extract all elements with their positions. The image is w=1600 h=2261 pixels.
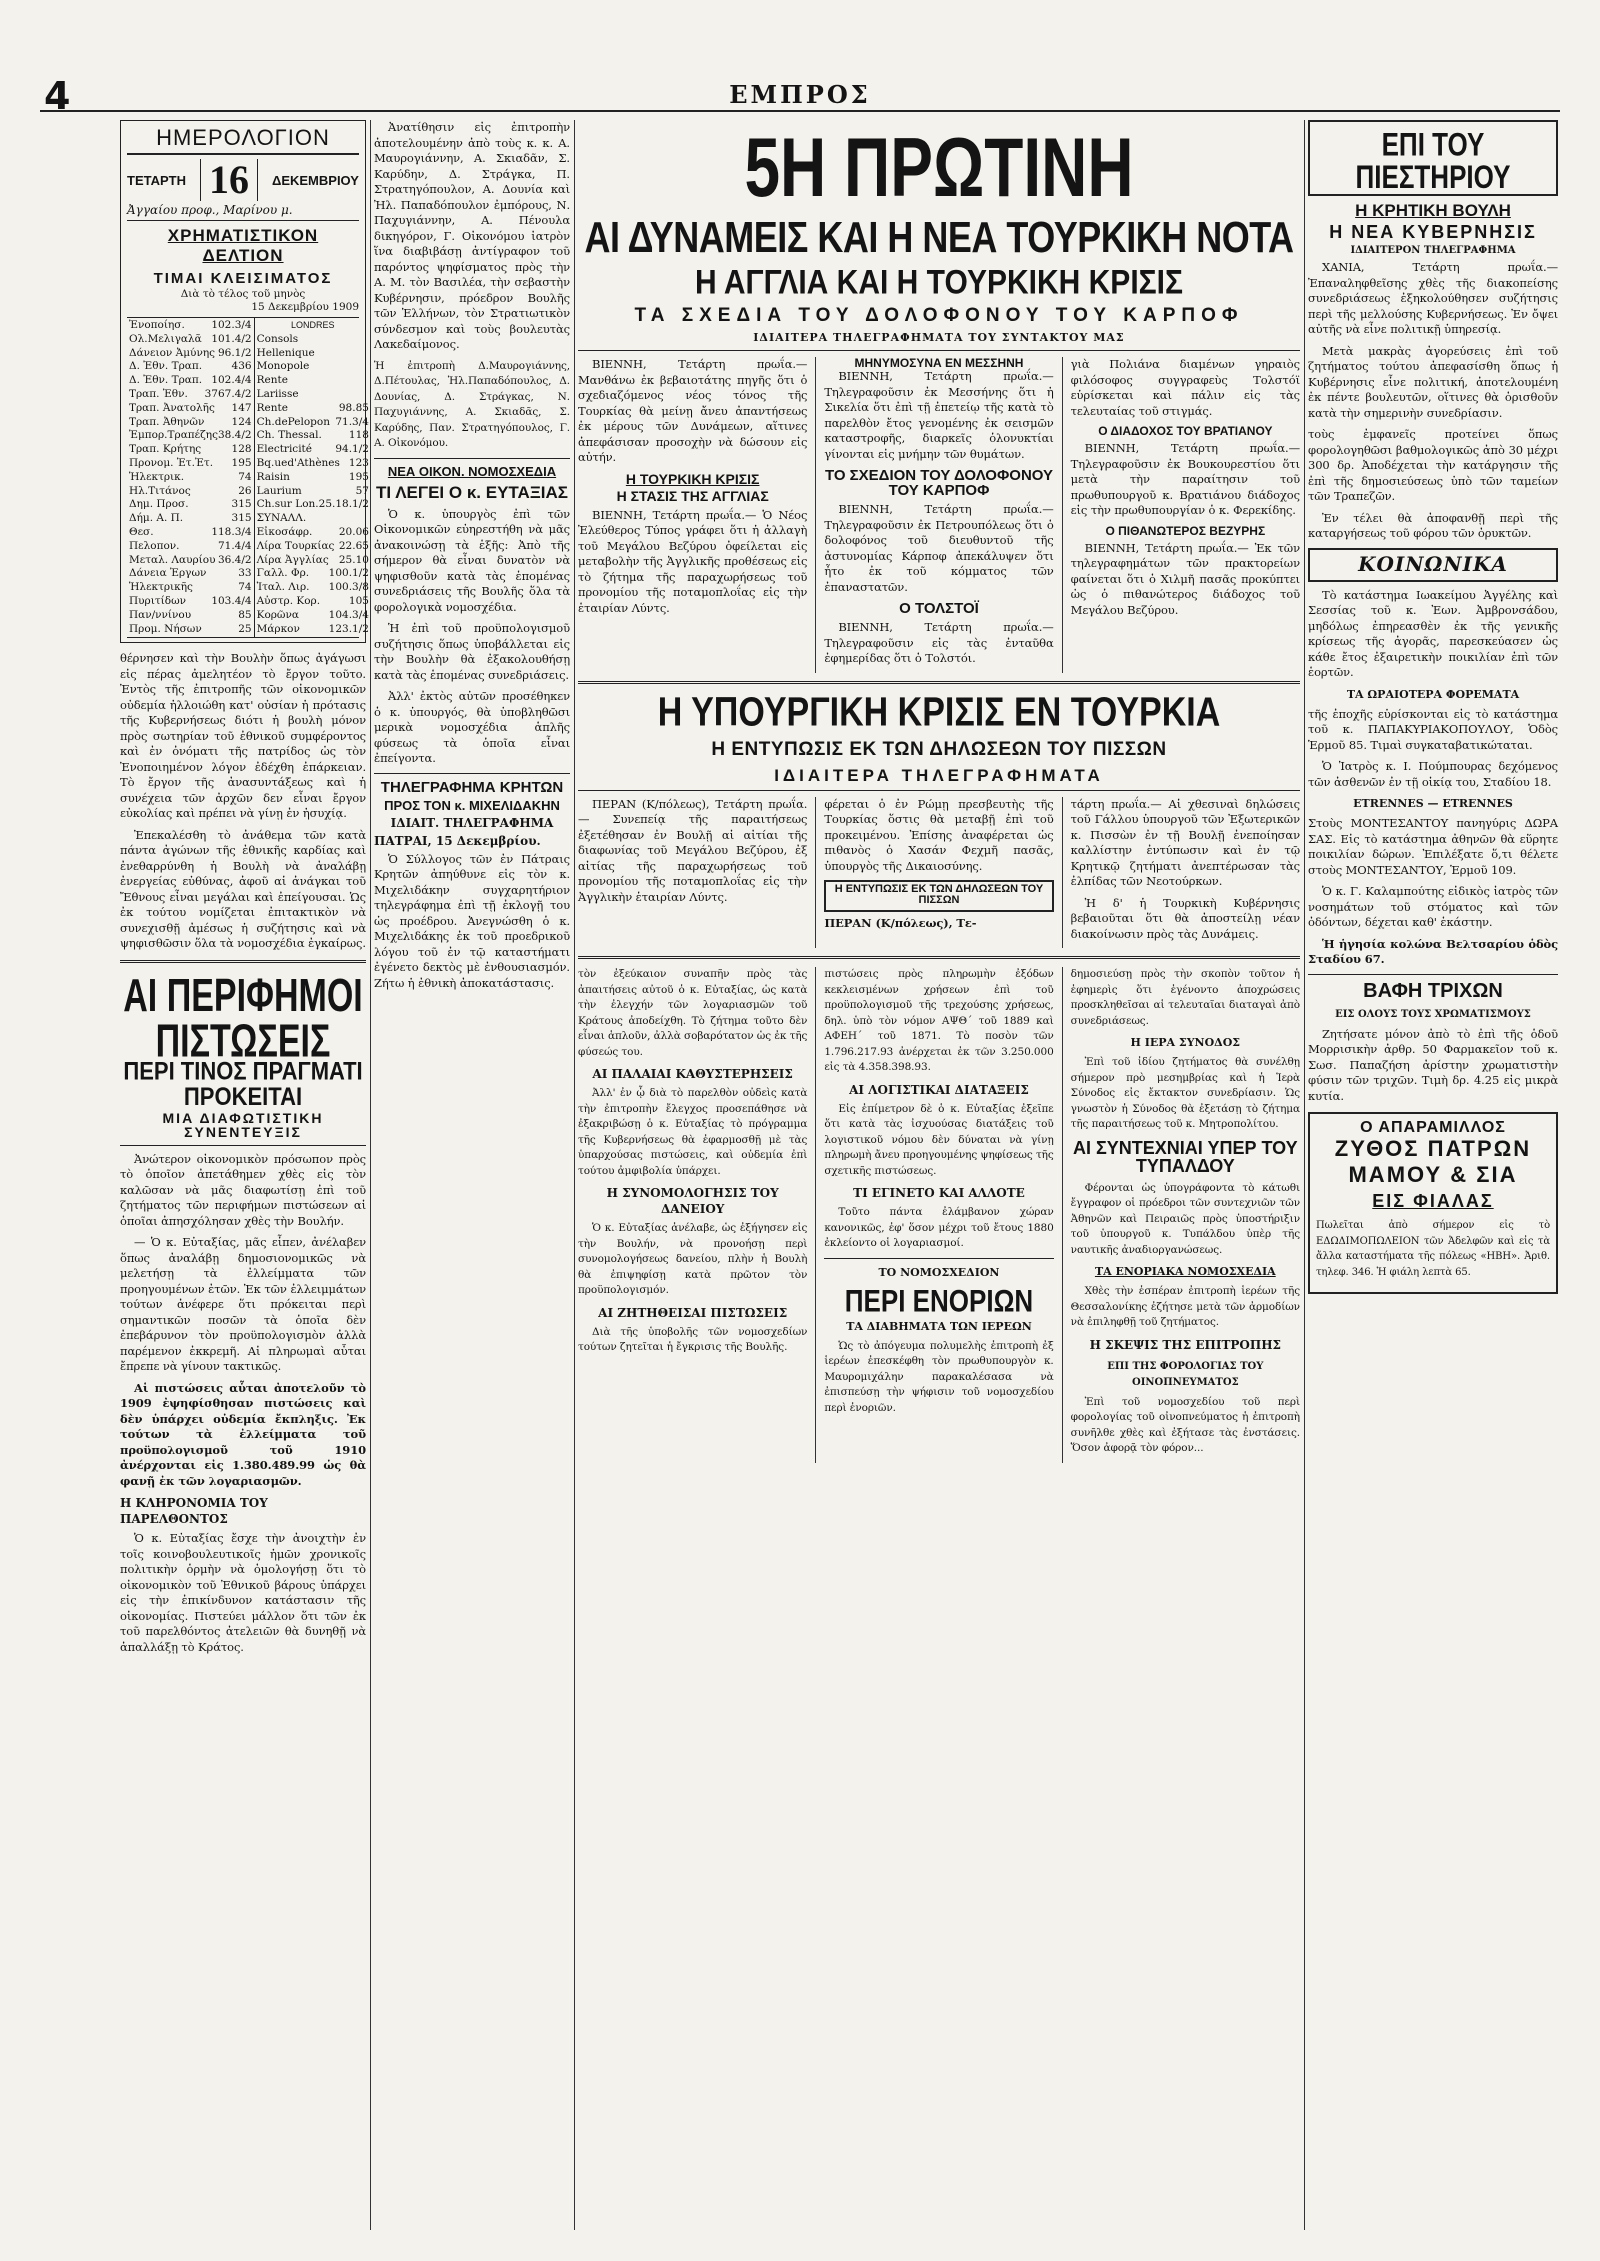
quote-name: Monopole xyxy=(256,360,310,373)
column-2 xyxy=(374,120,570,997)
quote-row xyxy=(129,581,252,595)
quote-row xyxy=(257,485,369,499)
headline-agglia: Η ΑΓΓΛΙΑ ΚΑΙ Η ΤΟΥΡΚΙΚΗ ΚΡΙΣΙΣ xyxy=(694,263,1183,302)
quote-row xyxy=(257,595,369,609)
quote-value: 147 xyxy=(231,401,252,414)
article-paragraph: Ζητήσατε μόνον ἀπὸ τὸ ἐπὶ τῆς ὁδοῦ Μορρισικὴν ἀρθρ. 50 Φαρμακεῖον τοῦ κ. Σωσ. Παπαζήση ἀρίστην χρωματιστὴν φύσιν τῶν τριχῶν. Τιμὴ δρ. 4.25 εἰς μικρὰ κυτία. xyxy=(1308,1026,1558,1103)
headline-entyposis: Η ΕΝΤΥΠΩΣΙΣ ΕΚ ΤΩΝ ΔΗΛΩΣΕΩΝ ΤΟΥ ΠΙΣΣΩΝ xyxy=(711,738,1167,760)
quote-name: Εἰκοσάφρ. xyxy=(256,525,313,538)
article-paragraph: Ἀλλ' ἐν ᾧ διὰ τὸ παρελθὸν οὐδεὶς κατὰ τὴν ἐπιτροπὴν ἔλεγχος προσεπάθησε νὰ ἐξακριβώσῃ ὁ κ. Εὐταξίας τὸ πρόγραμμα τῆς Κυβερνήσεως θὰ ἐφαρμοσθῇ μὲ τὰς ὑπαρχούσας πιστώσεις, καὶ οὐδεμία ἐπὶ τούτου ἀμφιβολία ὑπάρχει. xyxy=(578,1087,808,1177)
quote-name: Δήμ. Α. Π. xyxy=(129,512,184,525)
quote-name: Τραπ. Ἐθν. xyxy=(129,387,188,400)
quote-row xyxy=(257,457,369,471)
box-piestirio xyxy=(1308,120,1558,196)
article-paragraph: τῆς ἐποχῆς εὑρίσκονται εἰς τὸ κατάστημα τοῦ κ. ΠΑΠΑΚΥΡΙΑΚΟΠΟΥΛΟΥ, Ὁδὸς Ἑρμοῦ 85. Τιμαὶ συγκαταβατικώταται. xyxy=(1308,706,1558,752)
article-paragraph: ΧΑΝΙΑ, Τετάρτη πρωΐα.— Ἐπαναληφθεῖσης χθὲς τῆς διακοπείσης συνεδριάσεως ἐξηκολούθησεν συζήτησις περὶ τῆς μελλούσης Κυβερνήσεως. Ἐν ὄψει αὐτῆς νὰ εἶνε πολιτικῇ ὑπηρεσίᾳ. xyxy=(1308,260,1558,336)
quote-name: Consols xyxy=(256,332,299,345)
quote-name: Τραπ. Κρήτης xyxy=(129,443,202,456)
article-paragraph: Ἐπὶ τοῦ ἰδίου ζητήματος θὰ συνέλθῃ σήμερον πρὸ μεσημβρίας καὶ ἡ Ἱερὰ Σύνοδος εἰς ἔκτακτον συνεδρίασιν. Ὡς γνωστὸν ἡ Σύνοδος θὰ ἐξετάσῃ τὸ ζήτημα τῆς παραιτήσεως τοῦ κ. Μητροπολίτου. xyxy=(1070,1056,1300,1130)
quote-row xyxy=(257,360,369,374)
column-6 xyxy=(1308,120,1558,1294)
quote-row xyxy=(257,623,369,637)
article-paragraph: Ὁ κ. Εὐταξίας ἀνέλαβε, ὡς ἐξήγησεν εἰς τὴν Βουλήν, νὰ προνοήσῃ περὶ συνομολογήσεως δανείου, πλὴν ἡ Βουλὴ θὰ ἐπιψηφίσῃ κατὰ πρῶτον τὸν προϋπολογισμόν. xyxy=(578,1222,808,1296)
quotes-right xyxy=(254,318,371,637)
ad-text: Πωλεῖται ἀπὸ σήμερον εἰς τὸ ΕΔΩΔΙΜΟΠΩΛΕΙΟΝ τῶν Ἀδελφῶν καὶ εἰς τὰ ἄλλα καταστήματα τῆς πόλεως «ΗΒΗ». Ἀριθ. τηλεφ. 346. Ἡ φιάλη λεπτὰ 65. xyxy=(1316,1220,1550,1278)
quote-value: 105 xyxy=(348,594,369,607)
article-paragraph: Φέρονται ὡς ὑπογράφοντα τὸ κάτωθι ἔγγραφον οἱ πρόεδροι τῶν συντεχνιῶν τῶν Ἀθηνῶν καὶ Πειραιῶς πρὸς ὑποστήριξιν τοῦ ὑπουργοῦ κ. Τυπάλδου ὑπὲρ τῆς ναυτικῆς ἀναδιοργανώσεως. xyxy=(1070,1181,1300,1256)
heading-diavimata: ΤΑ ΔΙΑΒΗΜΑΤΑ ΤΩΝ ΙΕΡΕΩΝ xyxy=(846,1319,1032,1333)
article-paragraph: ΒΙΕΝΝΗ, Τετάρτη πρωΐα.— Τηλεγραφοῦσιν εἰς τὰς ἐνταῦθα ἐφημερίδας ὅτι ὁ Τολστόι. xyxy=(824,620,1054,665)
center-col-a xyxy=(578,357,807,673)
article-paragraph: Ὁ κ. Εὐταξίας ἔσχε τὴν ἀνοιχτὴν ἐν τοῖς κοινοβουλευτικοῖς ἡμῶν χρονικοῖς πολιτικὴν ὁρμὴν νὰ ὁμολογήσῃ ὅτι τὸ οἰκονομικὸν τοῦ Ἐθνικοῦ βάρους ὑπάρχει εἰς τὴν ἐπικίνδυνον κατάστασιν τῆς οἰκονομίας. Πιστεύει μάλλον ὅτι τῶν ἐκ τοῦ παρελθόντος ἀτελειῶν θὰ δυνηθῇ νὰ ἀπαλλάξῃ τὸ Κράτος. xyxy=(120,1531,366,1654)
ad-line-zythos: ΖΥΘΟΣ ΠΑΤΡΩΝ xyxy=(1334,1136,1532,1161)
quote-value: 71.3/4 xyxy=(335,415,369,428)
heading-iera-synodos: Η ΙΕΡΑ ΣΥΝΟΔΟΣ xyxy=(1130,1036,1241,1049)
quote-value: 195 xyxy=(231,456,252,469)
article-paragraph: τοὺς ἐμφανεῖς προτείνει ὅπως φορολογηθῶσι βαθμολογικῶς ἀπὸ 30 μέχρι 300 δρ. Ἀποδέχεται τὴν κατάργησιν τῆς ἐπὶ τῆς δημοσιεύσεως ὑπὸ τῶν ταμείων τῶν Τραπεζῶν. xyxy=(1308,427,1558,503)
headline-pistoseis: ΑΙ ΠΕΡΙΦΗΜΟΙ ΠΙΣΤΩΣΕΙΣ xyxy=(123,970,363,1068)
byline: ΙΔΙΑΙΤΕΡΑ ΤΗΛΕΓΡΑΦΗΜΑΤΑ ΤΟΥ ΣΥΝΤΑΚΤΟΥ ΜΑΣ xyxy=(753,331,1125,344)
quote-row xyxy=(129,333,252,347)
quote-name: Raisin xyxy=(256,470,290,483)
heading-tilegrafima: ΤΗΛΕΓΡΑΦΗΜΑ ΚΡΗΤΩΝ xyxy=(380,778,564,796)
box-koinonika xyxy=(1308,548,1558,582)
quote-value: 25.18.1/2 xyxy=(318,498,369,511)
heading-entyposis-small: Η ΕΝΤΥΠΩΣΙΣ ΕΚ ΤΩΝ ΔΗΛΩΣΕΩΝ ΤΟΥ ΠΙΣΣΩΝ xyxy=(834,883,1044,906)
paper-name: ΕΜΠΡΟΣ xyxy=(729,80,871,109)
quote-value: 123.1/2 xyxy=(328,622,369,635)
quote-name: Δάνεια Ἐργων xyxy=(129,567,207,580)
article-paragraph: Ἡ ἡγησία κολώνα Βελτσαρίου ὁδὸς Σταδίου 67. xyxy=(1308,936,1558,966)
quote-name: Δάνειον Ἀμύνης xyxy=(129,346,215,359)
quote-value: 315 xyxy=(231,512,252,525)
divider xyxy=(824,1258,1053,1259)
article-signatures: Ἡ ἐπιτροπὴ Δ.Μαυρογιάννης, Δ.Πέτουλας, Ἠλ.Παπαδόπουλος, Δ. Δουνίας, Δ. Στράγκας, Ν. Παχυγιάννης, Α. Σκιαδᾶς, Σ. Καρύδης, Παν. Στρατηγόπουλος, Γ. Α. Οἰκονόμου. xyxy=(374,359,570,449)
lower-col-c xyxy=(1062,967,1300,1463)
quote-name: Δ. Ἐθν. Τραπ. xyxy=(129,374,203,387)
quote-row xyxy=(257,567,369,581)
quote-value: 100.3/8 xyxy=(328,581,369,594)
divider xyxy=(120,1145,366,1146)
market-date: 15 Δεκεμβρίου 1909 xyxy=(251,301,359,313)
heading-zitithisai: ΑΙ ΖΗΤΗΘΕΙΣΑΙ ΠΙΣΤΩΣΕΙΣ xyxy=(598,1305,788,1320)
quote-name: Ch.dePelopon xyxy=(256,415,330,428)
heading-tourkiki-krisis: Η ΤΟΥΡΚΙΚΗ ΚΡΙΣΙΣ xyxy=(625,470,760,487)
quote-name: Ολ.Μελιγαλᾶ xyxy=(129,332,202,345)
article-paragraph: ΒΙΕΝΝΗ, Τετάρτη πρωΐα.— Ἐκ τῶν τηλεγραφημάτων τῶν πρακτορείων φαίνεται ὅτι ὁ Χιλμῆ πασᾶς προκύπτει ὡς ὁ πιθανώτερος διάδοχος τοῦ Μεγάλου Βεζύρου. xyxy=(1070,540,1300,617)
quote-row xyxy=(129,429,252,443)
article-paragraph: ΒΙΕΝΝΗ, Τετάρτη πρωΐα.— Ὁ Νέος Ἐλεύθερος Τύπος γράφει ὅτι ἡ ἀλλαγὴ τοῦ Μεγάλου Βεζύρου ὀφείλεται εἰς μεταβολὴν τῆς Ἀγγλικῆς προθέσεως εἰς τὸ ζήτημα τῆς παραχωρήσεως τοῦ προνομίου τῆς ποταμοπλοΐας εἰς τὴν ἑταιρίαν Λύντς. xyxy=(578,507,808,615)
article-paragraph: Ἡ ἐπὶ τοῦ προϋπολογισμοῦ συζήτησις ὅπως ὑποβάλλεται εἰς τὴν Βουλὴν θὰ ἐξακολουθήσῃ κατὰ τὰς ἑπομένας συνεδριάσεις. xyxy=(374,621,570,682)
quote-name: Bq.ued'Athènes xyxy=(256,456,340,469)
quote-name: Θεσ. xyxy=(129,525,154,538)
quote-row xyxy=(257,333,369,347)
quote-name: Ἰταλ. Λιρ. xyxy=(256,581,310,594)
center-col-b xyxy=(815,357,1053,673)
heading-logistikai: ΑΙ ΛΟΓΙΣΤΙΚΑΙ ΔΙΑΤΑΞΕΙΣ xyxy=(849,1082,1029,1097)
heading-syntexniai: ΑΙ ΣΥΝΤΕΧΝΙΑΙ ΥΠΕΡ ΤΟΥ ΤΥΠΑΛΔΟΥ xyxy=(1072,1137,1298,1176)
heading-diadoxos: Ο ΔΙΑΔΟΧΟΣ ΤΟΥ ΒΡΑΤΙΑΝΟΥ xyxy=(1098,424,1273,438)
center-mid-col-c xyxy=(1062,797,1300,949)
article-paragraph: θέρνησεν καὶ τὴν Βουλὴν ὅπως ἀγάγωσι εἰς πέρας ἀμελητέον τὸ ἔργον τοῦτο. Ἐντὸς τῆς ἐπιτροπῆς τῶν οἰκονομικῶν οὐδεμία ἡλλοιώθη κατ' οὐσίαν ἡ πρότασις τῆς Κυβερνήσεως διότι ἡ βουλὴ μόνον πρὸς σωτηρίαν τοῦ ἐθνικοῦ συμφέροντος καὶ ἐν ὀνόματι τῆς πατρίδος ὡς τὸν Ἐνοποιημένον λόγον ἐδέχθη ἐπάρκειαν. Τὸ ἔργον τῆς ἀνασυντάξεως καὶ ἡ συνέχεια τῶν ἀρχῶν δεν εἶναι ἔργον εὐκολίας καὶ πρέπει νὰ γίνῃ ἐν ἡσυχίᾳ. xyxy=(120,651,366,821)
quote-name: Rente xyxy=(256,374,288,387)
heading-enoriaka: ΤΑ ΕΝΟΡΙΑΚΑ ΝΟΜΟΣΧΕΔΙΑ xyxy=(1094,1265,1276,1278)
quote-value: 123 xyxy=(348,456,369,469)
quote-name: Αὐστρ. Κορ. xyxy=(256,594,321,607)
quote-row xyxy=(129,526,252,540)
quote-value: 118 xyxy=(348,429,369,442)
dateline: ΠΑΤΡΑΙ, 15 Δεκεμβρίου. xyxy=(374,833,541,848)
calendar-weekday: ΤΕΤΑΡΤΗ xyxy=(127,172,186,188)
quote-value: 96.1/2 xyxy=(217,346,252,359)
article-paragraph: Χθὲς τὴν ἑσπέραν ἐπιτροπὴ ἱερέων τῆς Θεσσαλονίκης ἐζήτησε μετὰ τῶν ἀρμοδίων νὰ ἐπιληφθῇ τοῦ ζητήματος. xyxy=(1070,1285,1300,1328)
quote-row xyxy=(257,540,369,554)
heading-koinonika: ΚΟΙΝΩΝΙΚΑ xyxy=(1358,551,1508,576)
quote-row xyxy=(129,360,252,374)
article-paragraph: Ἐπὶ τοῦ νομοσχεδίου τοῦ περὶ φορολογίας τοῦ οἰνοπνεύματος ἡ ἐπιτροπὴ συνῆλθε χθὲς καὶ ἐξήτασε τὰς ἐνστάσεις. Ὅσον ἀφορᾷ τὸν φόρον... xyxy=(1070,1395,1300,1454)
article-paragraph: γιὰ Πολιάνα διαμένων γηραιὸς φιλόσοφος συγγραφεὺς Τολστόϊ εὑρίσκεται καὶ πάλιν εἰς τὰς τελευταίας τοῦ στιγμάς. xyxy=(1070,357,1300,418)
article-paragraph: — Ὁ κ. Εὐταξίας, μᾶς εἶπεν, ἀνέλαβεν ὅπως ἀναλάβῃ δημοσιονομικῶς νὰ μελετήσῃ τὰ ἐλλείμματα τῶν προηγουμένων ἐτῶν. Ἐκ τῶν ἐλλειμμάτων τούτων ἀνέφερε ὅτι πρόκειται περὶ σημαντικῶν ποσῶν τὰ ὁποῖα δὲν ἐπεβάρυνον τὸν προϋπολογισμὸν ἀλλὰ παρέμενον ἐκκρεμῆ. Αἱ πληρωμαὶ αὗται ἔπρεπε νὰ γίνουν τακτικῶς. xyxy=(120,1235,366,1374)
center-mid-columns xyxy=(578,797,1300,949)
heading-palaiai: ΑΙ ΠΑΛΑΙΑΙ ΚΑΘΥΣΤΕΡΗΣΕΙΣ xyxy=(592,1067,793,1081)
article-paragraph: Ἀλλ' ἐκτὸς αὐτῶν προσέθηκεν ὁ κ. ὑπουργός, θὰ ὑποβληθῶσι μερικὰ νομοσχέδια ἁπλῆς φύσεως τὰ ὁποῖα εἶναι ἐπείγοντα. xyxy=(374,689,570,765)
quote-name: Ἡλεκτρικ. xyxy=(129,470,185,483)
quote-row xyxy=(129,540,252,554)
heading-vafi-trixon: ΒΑΦΗ ΤΡΙΧΩΝ xyxy=(1363,979,1503,1002)
quote-name: Προνομ. Ἐτ.Ἐτ. xyxy=(129,456,214,469)
quote-name: Electricité xyxy=(256,443,312,456)
center-mid-col-a xyxy=(578,797,807,949)
article-paragraph: ΒΙΕΝΝΗ, Τετάρτη πρωΐα.— Τηλεγραφοῦσιν ἐκ Πετρουπόλεως ὅτι ὁ δολοφόνος τοῦ διευθυντοῦ τῆς ἀστυνομίας Κάρποφ ἀπεκάλυψεν ὅτι ἦτο ἐκ τοῦ κόμματος τῶν ἐπαναστατῶν. xyxy=(824,502,1054,594)
quote-value: 3767.4/2 xyxy=(204,387,252,400)
quote-name: Ch.sur Lon. xyxy=(256,498,319,511)
article-paragraph: Τὸ κατάστημα Ιωακείμου Ἀγγέλης καὶ Σεσσίας τοῦ κ. Ἐων. Ἀμβρονσάδου, μηδόλως ἐπηρεασθὲν ἐκ τῆς γενικῆς κρίσεως τῆς ἀγορᾶς, παρεσκεύασεν ὡς κάθε ἔτος ἐξαιρετικὴν ποικιλίαν ἐπὶ τῶν ἑορτῶν. xyxy=(1308,587,1558,679)
headline-nea-tourkiki-nota: ΑΙ ΔΥΝΑΜΕΙΣ ΚΑΙ Η ΝΕΑ ΤΟΥΡΚΙΚΗ ΝΟΤΑ xyxy=(584,212,1294,262)
quote-row xyxy=(129,554,252,568)
quote-name: Δ. Ἐθν. Τραπ. xyxy=(129,360,203,373)
heading-piestirio: ΕΠΙ ΤΟΥ ΠΙΕΣΤΗΡΙΟΥ xyxy=(1355,125,1511,196)
page-number: 4 xyxy=(44,74,71,118)
quote-row xyxy=(257,498,369,512)
banner-5h-protini: 5Η ΠΡΩΤΙΝΗ xyxy=(744,120,1134,215)
article-paragraph: Εἰς ἐπίμετρον δὲ ὁ κ. Εὐταξίας ἐξεῖπε ὅτι κατὰ τὰς ἰσχυούσας διατάξεις τοῦ λογιστικοῦ νόμου δὲν δύναται νὰ γίνῃ πληρωμὴ ἄνευ προηγουμένης ψηφίσεως τῆς σχετικῆς πιστώσεως. xyxy=(824,1102,1054,1177)
quote-row xyxy=(129,567,252,581)
quote-row xyxy=(257,512,369,526)
heading-skepsis: Η ΣΚΕΨΙΣ ΤΗΣ ΕΠΙΤΡΟΠΗΣ xyxy=(1089,1337,1282,1352)
quote-value: 104.3/4 xyxy=(328,608,369,621)
heading-nomosxedia: ΝΕΑ ΟΙΚΟΝ. ΝΟΜΟΣΧΕΔΙΑ xyxy=(387,463,557,479)
dateline: ΠΕΡΑΝ (Κ/πόλεως), Τε- xyxy=(824,916,977,930)
quote-value: 38.4/2 xyxy=(217,429,252,442)
quote-value: 101.4/2 xyxy=(211,332,252,345)
quote-name: Κορῶνα xyxy=(256,608,299,621)
quote-value: 74 xyxy=(238,470,252,483)
quote-value: 94.1/2 xyxy=(335,443,369,456)
quote-row xyxy=(129,485,252,499)
headline-synenteuxis: ΜΙΑ ΔΙΑΦΩΤΙΣΤΙΚΗ ΣΥΝΕΝΤΕΥΞΙΣ xyxy=(162,1109,324,1140)
calendar-date xyxy=(127,159,359,201)
heading-etrennes: ETRENNES — ETRENNES xyxy=(1353,797,1513,810)
quote-name: Μάρκον xyxy=(256,622,300,635)
quote-name: Λίρα Ἀγγλίας xyxy=(256,553,329,566)
quote-row xyxy=(257,416,369,430)
quote-name: Lariisse xyxy=(256,387,299,400)
quote-name: Μεταλ. Λαυρίου xyxy=(129,553,216,566)
quote-row xyxy=(257,347,369,361)
article-paragraph: τάρτη πρωΐα.— Αἱ χθεσιναὶ δηλώσεις τοῦ Γάλλου ὑπουργοῦ τῶν Ἐξωτερικῶν κ. Πισσὼν ἐν τῇ Βουλῇ ἐνεποίησαν καλλίστην ἐντύπωσιν καὶ ἐν τῷ Κρητικῷ ζητήματι ἀνεπτέρωσαν τὰς ἐλπίδας τῶν Νεοτούρκων. xyxy=(1070,796,1300,888)
headline-idiaitera: ΙΔΙΑΙΤΕΡΑ ΤΗΛΕΓΡΑΦΗΜΑΤΑ xyxy=(774,765,1104,785)
quote-value: 26 xyxy=(238,484,252,497)
quote-value: 315 xyxy=(231,498,252,511)
article-paragraph: ΒΙΕΝΝΗ, Τετάρτη πρωΐα.— Τηλεγραφοῦσιν ἐκ Βουκουρεστίου ὅτι μετὰ τὴν παραίτησιν τοῦ πρωθυπουργοῦ κ. Βρατιάνου διάδοχος εἰς τὴν πρωθυπουργίαν ὁ κ. Φερεκίδης. xyxy=(1070,441,1300,517)
quote-row xyxy=(129,609,252,623)
quote-value: 25 xyxy=(238,622,252,635)
calendar-month: ΔΕΚΕΜΒΡΙΟΥ xyxy=(271,172,359,188)
quote-name: Λίρα Τουρκίας xyxy=(256,539,335,552)
quote-name: Προμ. Νήσων xyxy=(129,622,202,635)
article-paragraph: Στοὺς ΜΟΝΤΕΣΑΝΤΟΥ πανηγύρις ΔΩΡΑ ΣΑΣ. Εἰς τὸ κατάστημα ἀθηνῶν θὰ εὕρητε ποικιλίαν δώρων. Ἐπιλέξατε ὅ,τι θέλετε στοὺς ΜΟΝΤΕΣΑΝΤΟΥ, Ἑρμοῦ 109. xyxy=(1308,816,1558,877)
article-paragraph: Ἡ δ' ἡ Τουρκικὴ Κυβέρνησις βεβαιοῦται ὅτι θὰ ἀποστείλῃ νέαν διακοίνωσιν πρὸς τὰς Δυνάμεις. xyxy=(1070,895,1300,941)
quote-value: 102.4/4 xyxy=(211,374,252,387)
column-1 xyxy=(120,120,369,1661)
article-paragraph: Ἀνώτερον οἰκονομικὸν πρόσωπον πρὸς τὸ ὁποῖον ἀπετάθημεν χθὲς εἰς τὸν καλῶσαν νὰ μᾶς διαφωτίσῃ ἐπὶ τοῦ ζητήματος τῶν περιφήμων πιστώσεων αἱ ὁποῖαι ἀπησχόλησαν χθὲς τὴν Βουλήν. xyxy=(120,1151,366,1228)
quote-name: Πυριτίδων xyxy=(129,594,187,607)
quote-row xyxy=(257,388,369,402)
box-entyposis xyxy=(824,880,1053,912)
lower-col-b xyxy=(815,967,1053,1463)
quote-value: 85 xyxy=(238,608,252,621)
article-paragraph: Ἀνατίθησιν εἰς ἐπιτροπὴν ἀποτελουμένην ἀπὸ τοὺς κ. κ. Α. Μαυρογιάννην, Α. Σκιαδᾶν, Σ. Καρύδην, Δ. Στράγκα, Π. Στρατηγόπουλον, Α. Δουνία καὶ Ἠλ. Παπαδόπουλον ἐμπόρους, Ν. Παχυγιάννην, Α. Πένουλα δικηγόρον, Γ. Οἰκονόμου ἰατρὸν ἵνα διαβιβάσῃ ἀντίγραφον τοῦ παρόντος ψηφίσματος πρὸς τὴν Α. Μ. τὸν Βασιλέα, τὴν σεβαστὴν Κυβέρνησιν, πρόεδρον Βουλῆς τῶν Ἑλλήνων, τὸν Στρατιωτικὸν σύνδεσμον καὶ τοὺς βουλευτὰς Λακεδαίμονος. xyxy=(374,120,570,351)
quote-value: 98.85 xyxy=(338,401,369,414)
quote-name: Τραπ. Ἀθηνῶν xyxy=(129,415,205,428)
quote-name: Ἐνοποίησ. xyxy=(129,319,185,331)
heading-synomologisis: Η ΣΥΝΟΜΟΛΟΓΗΣΙΣ ΤΟΥ ΔΑΝΕΙΟΥ xyxy=(606,1186,779,1216)
heading-foremata: ΤΑ ΩΡΑΙΟΤΕΡΑ ΦΟΡΕΜΑΤΑ xyxy=(1346,687,1520,701)
heading-egineto: ΤΙ ΕΓΙΝΕΤΟ ΚΑΙ ΑΛΛΟΤΕ xyxy=(853,1186,1025,1200)
quote-value: 25.10 xyxy=(338,553,369,566)
column-rule xyxy=(574,120,575,2230)
quote-value: 100.1/2 xyxy=(328,567,369,580)
article-paragraph: Μετὰ μακρὰς ἀγορεύσεις ἐπὶ τοῦ ζητήματος τούτου ἀπεφασίσθη ὅπως ἡ Κυβέρνησις εἶνε πολιτική, ἀποτελουμένη ἐκ πέντε βουλευτῶν, οἵτινες θὰ ὁρισθοῦν κατὰ τὴν σημερινὴν συνεδρίασιν. xyxy=(1308,343,1558,420)
heading-nea-kyvernisis: Η ΝΕΑ ΚΥΒΕΡΝΗΣΙΣ xyxy=(1329,222,1537,242)
center-top-columns xyxy=(578,357,1300,673)
article-paragraph: τὸν ἐξεύκαιον συναπῆν πρὸς τὰς ἀπαιτήσεις αὐτοῦ ὁ κ. Εὐταξίας, ὡς κατὰ τὴν ἐλεγχήν τῶν λογαριασμῶν τοῦ Κράτους ἀποδείχθη. Τὸ ζήτημα τοῦτο δὲν εἶναι ἁπλοῦν, ἀλλὰ σοβαρότατον ὡς ἐκ τῆς φύσεώς του. xyxy=(578,968,808,1058)
subheading-idiait: ΙΔΙΑΙΤ. ΤΗΛΕΓΡΑΦΗΜΑ xyxy=(390,815,554,830)
subheading-idiaiteron: ΙΔΙΑΙΤΕΡΟΝ ΤΗΛΕΓΡΑΦΗΜΑ xyxy=(1350,245,1516,256)
subheading-kleronomia: Η ΚΛΗΡΟΝΟΜΙΑ ΤΟΥ ΠΑΡΕΛΘΟΝΤΟΣ xyxy=(120,1496,268,1527)
article-paragraph: Τοῦτο πάντα ἐλάμβανον χώραν κανονικῶς, ἐφ' ὅσον μέχρι τοῦ ἔτους 1880 ἐκλείοντο οἱ λογαριασμοί. xyxy=(824,1206,1054,1249)
divider xyxy=(578,681,1300,684)
quote-name: Ἐμπορ.Τραπέζης xyxy=(129,429,218,442)
quote-row xyxy=(257,526,369,540)
headline-karpof: ΤΑ ΣΧΕΔΙΑ ΤΟΥ ΔΟΛΟΦΟΝΟΥ ΤΟΥ ΚΑΡΠΟΦ xyxy=(634,305,1244,326)
quote-row xyxy=(129,595,252,609)
heading-michelidakin: ΠΡΟΣ ΤΟΝ κ. ΜΙΧΕΛΙΔΑΚΗΝ xyxy=(384,797,560,813)
article-paragraph: ΒΙΕΝΝΗ, Τετάρτη πρωΐα.— Μανθάνω ἐκ βεβαιοτάτης πηγῆς ὅτι ὁ σχεδιαζόμενος νέος τόνος τῆς Τουρκίας θὰ μείνῃ ἄνευ ἀπαντήσεως ἐκ μέρους τῶν Δυνάμεων, αἵτινες ἀπεφάσισαν προσοχὴν νὰ δώσουν εἰς αὐτήν. xyxy=(578,357,808,464)
quote-row xyxy=(257,429,369,443)
quote-name: Πελοπον. xyxy=(129,539,180,552)
quotes-left xyxy=(127,318,254,637)
article-paragraph: Ὡς τὸ ἀπόγευμα πολυμελὴς ἐπιτροπὴ ἐξ ἱερέων ἐπεσκέφθη τὸν πρωθυπουργὸν κ. Μαυρομιχάλην παρακαλέσασα νὰ ἐπισπεύσῃ τὴν ψήφισιν τοῦ νομοσχεδίου περὶ ἐνοριῶν. xyxy=(824,1339,1054,1414)
article-paragraph: Ἐν τέλει θὰ ἀποφανθῇ περὶ τῆς καταργήσεως τοῦ φόρου τῶν ὀρυκτῶν. xyxy=(1308,510,1558,540)
quote-row xyxy=(257,402,369,416)
quote-row xyxy=(129,471,252,485)
divider xyxy=(120,960,366,963)
quote-name: Hellenique xyxy=(256,346,315,359)
quote-row xyxy=(257,609,369,623)
quote-value: 124 xyxy=(231,415,252,428)
masthead xyxy=(40,74,1560,118)
quote-name: ΣΥΝΑΛΛ. xyxy=(256,512,307,525)
article-paragraph: Αἱ πιστώσεις αὗται ἀποτελοῦν τὸ 1909 ἐψηφίσθησαν πιστώσεις καὶ δὲν ὑπάρχει οὐδεμία ἔκπληξις. Ἐκ τούτων τὰ ἐλλείμματα τοῦ προϋπολογισμοῦ τοῦ 1910 ἀνέρχονται εἰς 1.380.489.99 ὡς θὰ φανῇ ἐκ τῶν λογαριασμῶν. xyxy=(120,1380,366,1488)
quote-name: Ηλ.Τιτάνος xyxy=(129,484,191,497)
beer-advert xyxy=(1308,1112,1558,1294)
quote-name: Laurium xyxy=(256,484,302,497)
heading-stasis-agglias: Η ΣΤΑΣΙΣ ΤΗΣ ΑΓΓΛΙΑΣ xyxy=(616,487,769,504)
quote-name: Παν/ννίνου xyxy=(129,608,192,621)
quote-row xyxy=(129,402,252,416)
quote-row xyxy=(129,388,252,402)
quote-name: Rente xyxy=(256,401,288,414)
quote-row xyxy=(129,498,252,512)
heading-vafi-sub: ΕΙΣ ΟΛΟΥΣ ΤΟΥΣ ΧΡΩΜΑΤΙΣΜΟΥΣ xyxy=(1335,1008,1531,1020)
quote-row xyxy=(129,623,252,637)
quote-value: 74 xyxy=(238,581,252,594)
center-section xyxy=(578,120,1300,1463)
quote-value: 195 xyxy=(348,470,369,483)
quote-row xyxy=(129,416,252,430)
quote-row xyxy=(129,457,252,471)
heading-skepsis-sub: ΕΠΙ ΤΗΣ ΦΟΡΟΛΟΓΙΑΣ ΤΟΥ ΟΙΝΟΠΝΕΥΜΑΤΟΣ xyxy=(1107,1360,1264,1388)
divider xyxy=(1308,974,1558,975)
divider xyxy=(578,790,1300,791)
column-rule xyxy=(1304,120,1305,2230)
article-paragraph: Ὁ Σύλλογος τῶν ἐν Πάτραις Κρητῶν ἀπηύθυνε εἰς τὸν κ. Μιχελιδάκην συγχαρητήριον τηλεγράφημα ἐπὶ τῇ ἐκλογῇ του ὡς προέδρου. Ἀνεγνώσθη ὁ κ. Μιχελιδάκης ἐκ τοῦ προεδρικοῦ λόγου τοῦ ἐν τῷ καταστήματι ἐγένετο δεκτὸς μὲ ἐνθουσιασμόν. Ζήτω ἡ ἐθνικὴ ἀποκατάστασις. xyxy=(374,851,570,990)
market-subtitle: ΤΙΜΑΙ ΚΛΕΙΣΙΜΑΤΟΣ xyxy=(153,270,333,287)
divider xyxy=(374,773,570,774)
divider xyxy=(578,956,1300,959)
article-paragraph: φέρεται ὁ ἐν Ρώμῃ πρεσβευτὴς τῆς Τουρκίας ὅστις θὰ μεταβῇ ἐπὶ τοῦ προκειμένου. Ἐπίσης ἀναφέρεται ὡς πιθανὸς ὁ Χασάν Φεχμῆ πασᾶς, ὑπουργὸς τῆς Δικαιοσύνης. xyxy=(824,796,1054,873)
heading-enorion: ΠΕΡΙ ΕΝΟΡΙΩΝ xyxy=(844,1282,1034,1319)
article-paragraph: Ὁ κ. Γ. Καλαμπούτης εἰδικὸς ἰατρὸς τῶν νοσημάτων τοῦ στόματος καὶ τῶν ὀδόντων, δέχεται καθ' ἑκάστην. xyxy=(1308,884,1558,929)
quote-name: Ἡλεκτρικῆς xyxy=(129,581,193,594)
heading-mnimosyna: ΜΗΝΥΜΟΣΥΝΑ ΕΝ ΜΕΣΣΗΝΗ xyxy=(854,356,1024,370)
quote-row xyxy=(257,374,369,388)
center-col-c xyxy=(1062,357,1300,673)
ad-title: Ο ΑΠΑΡΑΜΙΛΛΟΣ xyxy=(1360,1119,1506,1136)
quote-row xyxy=(257,554,369,568)
ad-line-fialas: ΕΙΣ ΦΙΑΛΑΣ xyxy=(1372,1191,1494,1211)
quote-row xyxy=(129,512,252,526)
center-lower-columns xyxy=(578,967,1300,1463)
quote-row xyxy=(257,471,369,485)
heading-sxedion: ΤΟ ΣΧΕΔΙΟΝ ΤΟΥ ΔΟΛΟΦΟΝΟΥ ΤΟΥ ΚΑΡΠΟΦ xyxy=(824,467,1054,499)
calendar-saints: Ἀγγαίου προφ., Μαρίνου μ. xyxy=(127,203,359,221)
quote-value: 128 xyxy=(231,443,252,456)
ad-line-mamou: ΜΑΜΟΥ & ΣΙΑ xyxy=(1348,1162,1518,1187)
quote-name: Γαλλ. Φρ. xyxy=(256,567,310,580)
calendar-title: ΗΜΕΡΟΛΟΓΙΟΝ xyxy=(127,125,359,155)
lower-col-a xyxy=(578,967,807,1463)
divider xyxy=(578,350,1300,351)
quote-row xyxy=(129,443,252,457)
center-mid-col-b xyxy=(815,797,1053,949)
quote-value: 33 xyxy=(238,567,252,580)
heading-vezyris: Ο ΠΙΘΑΝΩΤΕΡΟΣ ΒΕΖΥΡΗΣ xyxy=(1105,523,1266,538)
heading-kritiki-vouli: Η ΚΡΗΤΙΚΗ ΒΟΥΛΗ xyxy=(1355,201,1511,220)
quote-row xyxy=(129,347,252,361)
quote-value: 102.3/4 xyxy=(211,319,252,331)
quote-row xyxy=(257,581,369,595)
divider xyxy=(374,458,570,459)
quote-value: 57 xyxy=(355,484,369,497)
quote-row xyxy=(129,374,252,388)
article-paragraph: δημοσιεύσῃ πρὸς τὴν σκοπὸν τοῦτον ἡ ἐφημερὶς ὅτι ἐγένοντο ἀποχρώσεις προσκληθεῖσαι αἱ τελευταῖαι διαταγαὶ ἀπὸ συνεδριάσεως. xyxy=(1070,968,1300,1027)
quotes-table xyxy=(127,317,369,638)
article-paragraph: ΒΙΕΝΝΗ, Τετάρτη πρωΐα.— Τηλεγραφοῦσιν ἐκ Μεσσήνης ὅτι ἡ Σικελία ὅτι ἐπὶ τῇ ἐπετείῳ τῆς κατὰ τὸ παρελθὸν ἔτος γενομένης ἐκ σεισμῶν καταστροφῆς, διαρκεῖς ὁλονυκτίαι γίνονται εἰς μνήμην τῶν θυμάτων. xyxy=(824,369,1054,461)
quote-row xyxy=(129,319,252,333)
calendar-day: 16 xyxy=(200,159,258,201)
quote-value: 118.3/4 xyxy=(211,525,252,538)
headline-peri-tinos: ΠΕΡΙ ΤΙΝΟΣ ΠΡΑΓΜΑΤΙ ΠΡΟΚΕΙΤΑΙ xyxy=(123,1056,363,1111)
quote-value: 103.4/4 xyxy=(211,594,252,607)
article-paragraph: Διὰ τῆς ὑποβολῆς τῶν νομοσχεδίων τούτων ζητεῖται ἡ ἔγκρισις τῆς Βουλῆς. xyxy=(578,1325,808,1353)
quote-value: 20.06 xyxy=(338,525,369,538)
article-paragraph: ΠΕΡΑΝ (Κ/πόλεως), Τετάρτη πρωΐα.— Συνεπείᾳ τῆς παραιτήσεως ἐξετέθησαν ἐν Βουλῇ αἱ αἰτίαι τῆς διαφωνίας τοῦ Μεγάλου Βεζύρου, ἐξ αἰτίας τῆς παραχωρήσεως τοῦ προνομίου τῆς ποταμοπλοΐας εἰς τὴν Ἀγγλικὴν ἑταιρίαν Λύντς. xyxy=(578,796,808,904)
article-paragraph: πιστώσεις πρὸς πληρωμὴν ἐξόδων κεκλεισμένων χρήσεων ἐπὶ τοῦ προϋπολογισμοῦ τῆς τρεχούσης χρήσεως, δηλ. ὑπὸ τὸν νόμον ΑΨΘ΄ τοῦ 1889 καὶ ΑΦΕΗ΄ τοῦ 1871. Τὸ ποσὸν τῶν 1.796.217.93 ἀνέρχεται ἐκ τῶν 3.250.000 εἰς τὰ 4.358.398.93. xyxy=(824,968,1054,1073)
article-paragraph: Ὁ κ. ὑπουργὸς ἐπὶ τῶν Οἰκονομικῶν εὐηρεστήθη νὰ μᾶς ἀνακοινώσῃ τὰ ἑξῆς: Ἀπὸ τῆς σήμερον θὰ εἶναι δυνατὸν νὰ ψηφισθοῦν κατὰ τὰς ἑπομένας συνεδριάσεις τῆς Βουλῆς ὅλα τὰ φορολογικὰ νομοσχέδια. xyxy=(374,506,570,614)
heading-eutaxias: ΤΙ ΛΕΓΕΙ Ο κ. ΕΥΤΑΞΙΑΣ xyxy=(376,482,568,502)
market-title: ΧΡΗΜΑΤΙΣΤΙΚΟΝ ΔΕΛΤΙΟΝ xyxy=(167,226,319,265)
quote-name: Δημ. Προσ. xyxy=(129,498,189,511)
quote-value: 22.65 xyxy=(338,539,369,552)
quote-row xyxy=(257,443,369,457)
quote-name: Ch. Thessal. xyxy=(256,429,322,442)
headline-ypourgiki-krisis: Η ΥΠΟΥΡΓΙΚΗ ΚΡΙΣΙΣ ΕΝ ΤΟΥΡΚΙΑ xyxy=(657,689,1221,735)
market-note: Διὰ τὸ τέλος τοῦ μηνὸς xyxy=(180,288,306,300)
london-head: LONDRES xyxy=(291,320,335,330)
calendar-box xyxy=(120,120,369,643)
heading-nomosxedion: ΤΟ ΝΟΜΟΣΧΕΔΙΟΝ xyxy=(878,1265,1000,1279)
quote-value: 71.4/4 xyxy=(217,539,252,552)
article-paragraph: Ὁ Ἰατρὸς κ. Ι. Πούμπουρας δεχόμενος τῶν ἀσθενῶν ἐν τῇ οἰκίᾳ του, Σταδίου 18. xyxy=(1308,759,1558,789)
quote-value: 36.4/2 xyxy=(217,553,252,566)
heading-tolstoi: Ο ΤΟΛΣΤΟΪ xyxy=(899,600,979,617)
quote-value: 436 xyxy=(231,360,252,373)
quote-name: Τραπ. Ἀνατολῆς xyxy=(129,401,215,414)
article-paragraph: Ἐπεκαλέσθη τὸ ἀνάθεμα τῶν κατὰ πάντα ἀγώνων τῆς ἐθνικῆς καρδίας καὶ ἐνεθαρρύνθη ἡ Βουλὴ νὰ ἀναλάβῃ ἐνεργείας εὐθύνας, ἀφοῦ αἱ ἀνάγκαι τοῦ Ἔθνους εἶναι μεγάλαι καὶ ἐπείγουσαι. Ὡς ἐκ τούτου νομίζεται ἐπιτακτικὸν νὰ συνεχισθῇ ἀμέσως ἡ συζήτησις καὶ νὰ ψηφισθῶσιν ὅλα τὰ νομοσχέδια ἐγκαίρως. xyxy=(120,827,366,951)
